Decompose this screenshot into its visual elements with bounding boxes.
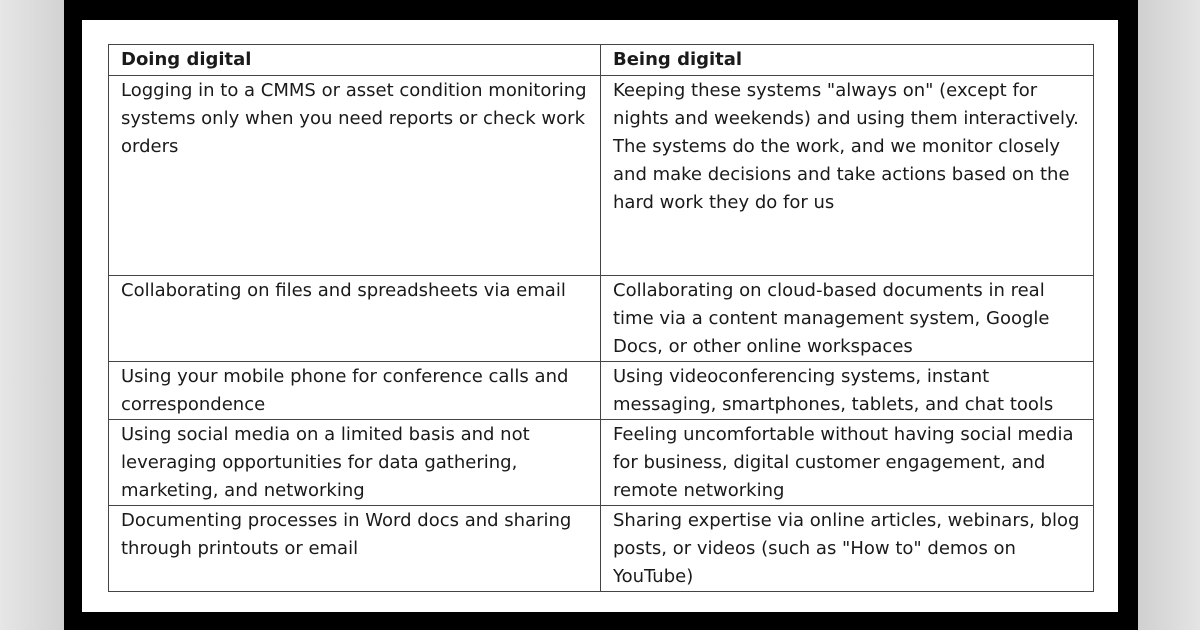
cell-being: Collaborating on cloud-based documents in real time via a content management system, Google Docs, or other online workspaces	[601, 276, 1094, 362]
cell-doing: Logging in to a CMMS or asset condition monitoring systems only when you need reports or check work orders	[109, 76, 601, 276]
cell-being: Sharing expertise via online articles, webinars, blog posts, or videos (such as "How to" demos on YouTube)	[601, 506, 1094, 592]
table-header-row	[109, 45, 1094, 76]
table-row	[109, 362, 1094, 420]
cell-being: Keeping these systems "always on" (except for nights and weekends) and using them interactively. The systems do the work, and we monitor closely and make decisions and take actions based on the hard work they do for us	[601, 76, 1094, 276]
table-row	[109, 506, 1094, 592]
cell-doing: Collaborating on files and spreadsheets via email	[109, 276, 601, 362]
cell-doing: Documenting processes in Word docs and sharing through printouts or email	[109, 506, 601, 592]
cell-doing: Using your mobile phone for conference calls and correspondence	[109, 362, 601, 420]
table-row	[109, 276, 1094, 362]
header-being-digital: Being digital	[601, 45, 1094, 76]
table-row	[109, 76, 1094, 276]
right-background	[1138, 0, 1200, 630]
cell-doing: Using social media on a limited basis and not leveraging opportunities for data gathering, marketing, and networking	[109, 420, 601, 506]
header-doing-digital: Doing digital	[109, 45, 601, 76]
cell-being: Feeling uncomfortable without having social media for business, digital customer engagement, and remote networking	[601, 420, 1094, 506]
left-background	[0, 0, 64, 630]
table-row	[109, 420, 1094, 506]
comparison-table	[108, 44, 1094, 592]
cell-being: Using videoconferencing systems, instant messaging, smartphones, tablets, and chat tools	[601, 362, 1094, 420]
